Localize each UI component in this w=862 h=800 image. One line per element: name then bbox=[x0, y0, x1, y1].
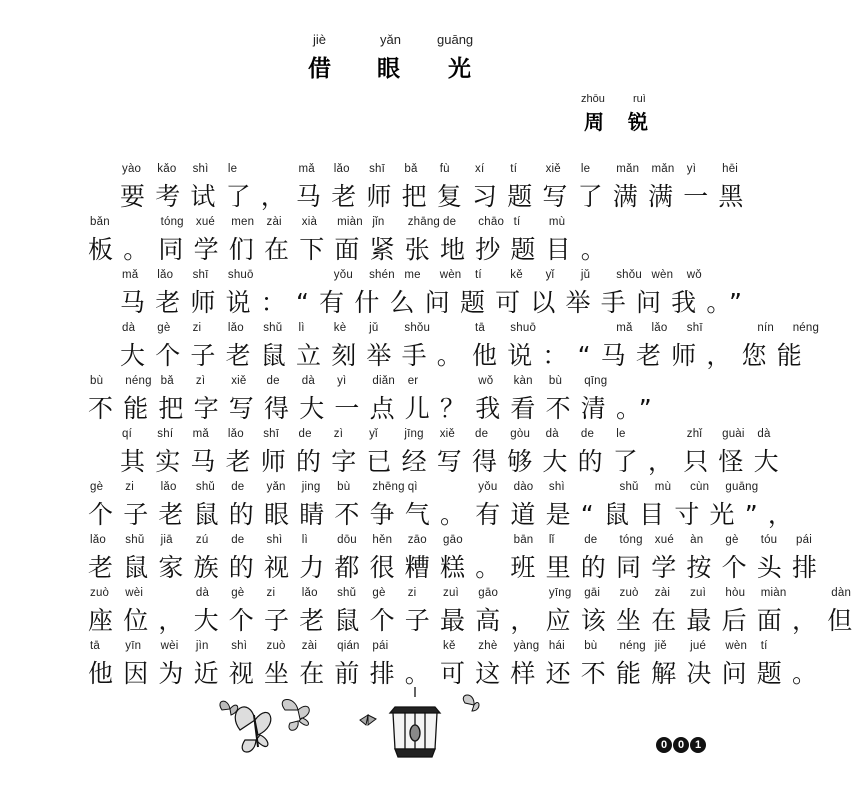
pinyin-syllable: xué bbox=[195, 216, 216, 228]
pinyin-syllable: lǐ bbox=[548, 534, 555, 546]
pinyin-syllable: shì bbox=[548, 481, 565, 493]
page-digit: 1 bbox=[690, 737, 706, 753]
pinyin-syllable: jǐn bbox=[372, 216, 385, 228]
pinyin-syllable: bù bbox=[337, 481, 351, 493]
pinyin-syllable: yǒu bbox=[478, 481, 498, 493]
pinyin-syllable: fù bbox=[439, 163, 450, 175]
pinyin-syllable: er bbox=[407, 375, 419, 387]
pinyin-syllable: nín bbox=[757, 322, 774, 334]
pinyin-syllable: jìn bbox=[195, 640, 209, 652]
pinyin-syllable: kàn bbox=[513, 375, 533, 387]
text-line bbox=[0, 271, 800, 323]
pinyin-syllable: lǎo bbox=[301, 587, 318, 599]
pinyin-syllable: shuō bbox=[227, 269, 254, 281]
pinyin-syllable: xiě bbox=[231, 375, 247, 387]
author-char-1: 周 bbox=[584, 110, 604, 134]
pinyin-syllable: zuì bbox=[443, 587, 459, 599]
text-line bbox=[0, 430, 800, 482]
pinyin-syllable: gāo bbox=[478, 587, 499, 599]
pinyin-syllable: bù bbox=[548, 375, 563, 387]
pinyin-syllable: shǔ bbox=[125, 534, 145, 546]
line-hanzi: 座位，大个子老鼠个子最高，应该坐在最后面，但 bbox=[88, 606, 862, 635]
pinyin-syllable: dà bbox=[122, 322, 136, 334]
pinyin-syllable: mù bbox=[654, 481, 672, 493]
title-char-1: 借 bbox=[308, 56, 331, 82]
pinyin-syllable: zài bbox=[266, 216, 282, 228]
pinyin-syllable: jǔ bbox=[369, 322, 379, 334]
pinyin-syllable: shǔ bbox=[619, 481, 639, 493]
pinyin-syllable: tóng bbox=[619, 534, 643, 546]
pinyin-syllable: yǐ bbox=[369, 428, 378, 440]
pinyin-syllable: zi bbox=[407, 587, 417, 599]
pinyin-syllable: hái bbox=[548, 640, 565, 652]
pinyin-syllable: gè bbox=[725, 534, 739, 546]
pinyin-syllable: men bbox=[231, 216, 255, 228]
line-hanzi: 个子老鼠的眼睛不争气。有道是“鼠目寸光”， bbox=[88, 500, 804, 529]
pinyin-syllable: tóng bbox=[160, 216, 184, 228]
pinyin-syllable: jīng bbox=[404, 428, 424, 440]
pinyin-syllable: lǎo bbox=[651, 322, 668, 334]
pinyin-syllable: bù bbox=[90, 375, 104, 387]
butterfly-icon bbox=[463, 695, 479, 711]
pinyin-syllable: yīn bbox=[125, 640, 142, 652]
pinyin-syllable: tí bbox=[760, 640, 768, 652]
line-hanzi: 马老师说：“有什么问题可以举手问我。” bbox=[120, 288, 753, 317]
butterfly-icon bbox=[360, 715, 376, 725]
pinyin-syllable: wèi bbox=[160, 640, 179, 652]
pinyin-syllable: mǎ bbox=[122, 269, 139, 281]
author-char-2: 锐 bbox=[628, 110, 648, 134]
pinyin-syllable: zhè bbox=[478, 640, 498, 652]
pinyin-syllable: lǎo bbox=[157, 269, 174, 281]
pinyin-syllable: zi bbox=[192, 322, 202, 334]
pinyin-syllable: mǎ bbox=[298, 163, 315, 175]
pinyin-syllable: xià bbox=[301, 216, 318, 228]
title-pinyin-3: guāng bbox=[437, 32, 474, 47]
pinyin-syllable: wèi bbox=[125, 587, 144, 599]
pinyin-syllable: lì bbox=[301, 534, 308, 546]
pinyin-syllable: shì bbox=[231, 640, 248, 652]
lantern-icon bbox=[390, 687, 440, 757]
pinyin-syllable: chāo bbox=[478, 216, 505, 228]
pinyin-syllable: bān bbox=[513, 534, 534, 546]
pinyin-syllable: lǎo bbox=[227, 428, 244, 440]
pinyin-syllable: tā bbox=[90, 640, 100, 652]
text-line bbox=[0, 218, 800, 270]
pinyin-syllable: jué bbox=[690, 640, 707, 652]
pinyin-syllable: zi bbox=[266, 587, 276, 599]
pinyin-syllable: pái bbox=[796, 534, 812, 546]
pinyin-syllable: zuò bbox=[266, 640, 286, 652]
pinyin-syllable: zhēng bbox=[372, 481, 405, 493]
line-hanzi: 大个子老鼠立刻举手。他说：“马老师，您能 bbox=[120, 341, 812, 370]
title-pinyin-2: yǎn bbox=[380, 32, 401, 47]
pinyin-syllable: hēi bbox=[722, 163, 739, 175]
pinyin-syllable: xí bbox=[475, 163, 485, 175]
text-line bbox=[0, 534, 828, 588]
pinyin-syllable: shī bbox=[369, 163, 386, 175]
pinyin-syllable: qián bbox=[337, 640, 360, 652]
line-hanzi: 要考试了，马老师把复习题写了满满一黑 bbox=[120, 182, 754, 211]
pinyin-syllable: kǎo bbox=[157, 163, 177, 175]
pinyin-syllable: tí bbox=[510, 163, 518, 175]
pinyin-syllable: dà bbox=[545, 428, 559, 440]
pinyin-syllable: xué bbox=[654, 534, 674, 546]
pinyin-syllable: yǎn bbox=[266, 481, 286, 493]
pinyin-syllable: hěn bbox=[372, 534, 393, 546]
pinyin-syllable: yào bbox=[122, 163, 142, 175]
pinyin-syllable: zì bbox=[333, 428, 344, 440]
pinyin-syllable: diǎn bbox=[372, 375, 395, 387]
pinyin-syllable: zhāng bbox=[407, 216, 441, 228]
pinyin-syllable: àn bbox=[690, 534, 704, 546]
text-line bbox=[0, 481, 804, 535]
pinyin-syllable: lǎo bbox=[227, 322, 244, 334]
pinyin-syllable: kè bbox=[333, 322, 347, 334]
pinyin-syllable: lǎo bbox=[160, 481, 177, 493]
pinyin-syllable: tí bbox=[475, 269, 482, 281]
pinyin-syllable: néng bbox=[619, 640, 646, 652]
line-hanzi: 他因为近视坐在前排。可这样还不能解决问题。 bbox=[88, 659, 828, 688]
pinyin-syllable: jǔ bbox=[580, 269, 591, 281]
pinyin-syllable: mǎ bbox=[192, 428, 209, 440]
pinyin-syllable: zāo bbox=[407, 534, 427, 546]
pinyin-syllable: bǎ bbox=[160, 375, 174, 387]
pinyin-syllable: guài bbox=[722, 428, 745, 440]
text-line bbox=[0, 587, 862, 641]
pinyin-syllable: de bbox=[584, 534, 598, 546]
line-hanzi: 板。同学们在下面紧张地抄题目。 bbox=[88, 235, 617, 264]
text-line bbox=[0, 377, 800, 429]
pinyin-syllable: dào bbox=[513, 481, 534, 493]
line-hanzi: 其实马老师的字已经写得够大的了，只怪大 bbox=[120, 447, 789, 476]
pinyin-syllable: yàng bbox=[513, 640, 540, 652]
butterfly-icon bbox=[220, 701, 238, 715]
pinyin-syllable: gāo bbox=[443, 534, 463, 546]
title-pinyin-1: jiè bbox=[313, 32, 327, 47]
pinyin-syllable: de bbox=[475, 428, 489, 440]
pinyin-syllable: yì bbox=[337, 375, 347, 387]
pinyin-syllable: de bbox=[298, 428, 312, 440]
pinyin-syllable: shī bbox=[192, 269, 209, 281]
pinyin-syllable: shí bbox=[157, 428, 174, 440]
pinyin-syllable: yīng bbox=[548, 587, 572, 599]
text-line bbox=[0, 165, 800, 217]
pinyin-syllable: de bbox=[231, 534, 245, 546]
pinyin-syllable: lǎo bbox=[333, 163, 350, 175]
pinyin-syllable: shì bbox=[266, 534, 283, 546]
pinyin-syllable: de bbox=[443, 216, 457, 228]
pinyin-syllable: yì bbox=[686, 163, 697, 175]
pinyin-syllable: pái bbox=[372, 640, 389, 652]
pinyin-syllable: dōu bbox=[337, 534, 357, 546]
pinyin-syllable: shǒu bbox=[404, 322, 431, 334]
author-pinyin-1: zhōu bbox=[581, 93, 605, 105]
story-title bbox=[0, 30, 800, 90]
title-char-2: 眼 bbox=[377, 56, 400, 82]
pinyin-syllable: shī bbox=[686, 322, 703, 334]
pinyin-syllable: shén bbox=[369, 269, 395, 281]
pinyin-syllable: miàn bbox=[337, 216, 363, 228]
pinyin-syllable: kě bbox=[443, 640, 456, 652]
author-pinyin-2: ruì bbox=[633, 93, 646, 105]
pinyin-syllable: mǎn bbox=[651, 163, 675, 175]
pinyin-syllable: zài bbox=[654, 587, 671, 599]
pinyin-syllable: gè bbox=[90, 481, 104, 493]
pinyin-syllable: de bbox=[580, 428, 595, 440]
butterfly-icon bbox=[282, 699, 309, 730]
pinyin-syllable: gāi bbox=[584, 587, 601, 599]
pinyin-syllable: wèn bbox=[439, 269, 462, 281]
pinyin-syllable: zì bbox=[195, 375, 206, 387]
pinyin-syllable: qì bbox=[407, 481, 418, 493]
line-hanzi: 老鼠家族的视力都很糟糕。班里的同学按个头排 bbox=[88, 553, 828, 582]
pinyin-syllable: guāng bbox=[725, 481, 759, 493]
pinyin-syllable: cùn bbox=[690, 481, 710, 493]
pinyin-syllable: yǒu bbox=[333, 269, 353, 281]
pinyin-syllable: wèn bbox=[651, 269, 674, 281]
pinyin-syllable: zi bbox=[125, 481, 135, 493]
line-hanzi: 不能把字写得大一点儿？我看不清。” bbox=[88, 394, 662, 423]
pinyin-syllable: qīng bbox=[584, 375, 608, 387]
text-line bbox=[0, 322, 820, 376]
pinyin-syllable: shuō bbox=[510, 322, 537, 334]
pinyin-syllable: xiě bbox=[545, 163, 561, 175]
pinyin-syllable: bǎn bbox=[90, 216, 110, 228]
butterfly-icon bbox=[235, 707, 271, 752]
pinyin-syllable: de bbox=[231, 481, 245, 493]
pinyin-syllable: gè bbox=[372, 587, 386, 599]
pinyin-syllable: zuò bbox=[619, 587, 639, 599]
pinyin-syllable: lì bbox=[298, 322, 305, 334]
pinyin-syllable: dà bbox=[301, 375, 315, 387]
pinyin-syllable: shī bbox=[263, 428, 280, 440]
pinyin-syllable: kě bbox=[510, 269, 523, 281]
pinyin-syllable: shǔ bbox=[337, 587, 357, 599]
pinyin-syllable: tā bbox=[475, 322, 485, 334]
butterflies-lantern-illustration bbox=[210, 685, 480, 765]
pinyin-syllable: zài bbox=[301, 640, 318, 652]
pinyin-syllable: shì bbox=[192, 163, 209, 175]
page-digit: 0 bbox=[656, 737, 672, 753]
pinyin-syllable: gè bbox=[157, 322, 171, 334]
pinyin-syllable: zú bbox=[195, 534, 209, 546]
pinyin-syllable: dà bbox=[195, 587, 210, 599]
pinyin-syllable: bǎ bbox=[404, 163, 418, 175]
pinyin-syllable: dà bbox=[757, 428, 771, 440]
pinyin-syllable: dàn bbox=[831, 587, 852, 599]
pinyin-syllable: me bbox=[404, 269, 421, 281]
pinyin-syllable: jiě bbox=[654, 640, 667, 652]
pinyin-syllable: le bbox=[616, 428, 626, 440]
pinyin-syllable: shǔ bbox=[195, 481, 216, 493]
pinyin-syllable: jing bbox=[301, 481, 321, 493]
pinyin-syllable: bù bbox=[584, 640, 598, 652]
pinyin-syllable: gòu bbox=[510, 428, 531, 440]
pinyin-syllable: zhǐ bbox=[686, 428, 703, 440]
pinyin-syllable: gè bbox=[231, 587, 245, 599]
pinyin-syllable: qí bbox=[122, 428, 132, 440]
pinyin-syllable: néng bbox=[792, 322, 820, 334]
pinyin-syllable: shǔ bbox=[263, 322, 283, 334]
title-char-3: 光 bbox=[448, 56, 471, 82]
pinyin-syllable: miàn bbox=[760, 587, 787, 599]
pinyin-syllable: le bbox=[580, 163, 591, 175]
pinyin-syllable: zuì bbox=[690, 587, 707, 599]
pinyin-syllable: mǎn bbox=[616, 163, 640, 175]
page-digit: 0 bbox=[673, 737, 689, 753]
pinyin-syllable: wǒ bbox=[686, 269, 702, 281]
pinyin-syllable: mǎ bbox=[616, 322, 633, 334]
pinyin-syllable: lǎo bbox=[90, 534, 106, 546]
pinyin-syllable: wèn bbox=[725, 640, 748, 652]
page-number bbox=[656, 737, 706, 753]
pinyin-syllable: yǐ bbox=[545, 269, 555, 281]
pinyin-syllable: tí bbox=[513, 216, 521, 228]
pinyin-syllable: jiā bbox=[160, 534, 173, 546]
pinyin-syllable: néng bbox=[125, 375, 152, 387]
pinyin-syllable: le bbox=[227, 163, 238, 175]
pinyin-syllable: mù bbox=[548, 216, 566, 228]
pinyin-syllable: tóu bbox=[760, 534, 778, 546]
pinyin-syllable: de bbox=[266, 375, 280, 387]
pinyin-syllable: wǒ bbox=[478, 375, 494, 387]
pinyin-syllable: xiě bbox=[439, 428, 455, 440]
pinyin-syllable: hòu bbox=[725, 587, 746, 599]
pinyin-syllable: shǒu bbox=[616, 269, 642, 281]
pinyin-syllable: zuò bbox=[90, 587, 110, 599]
